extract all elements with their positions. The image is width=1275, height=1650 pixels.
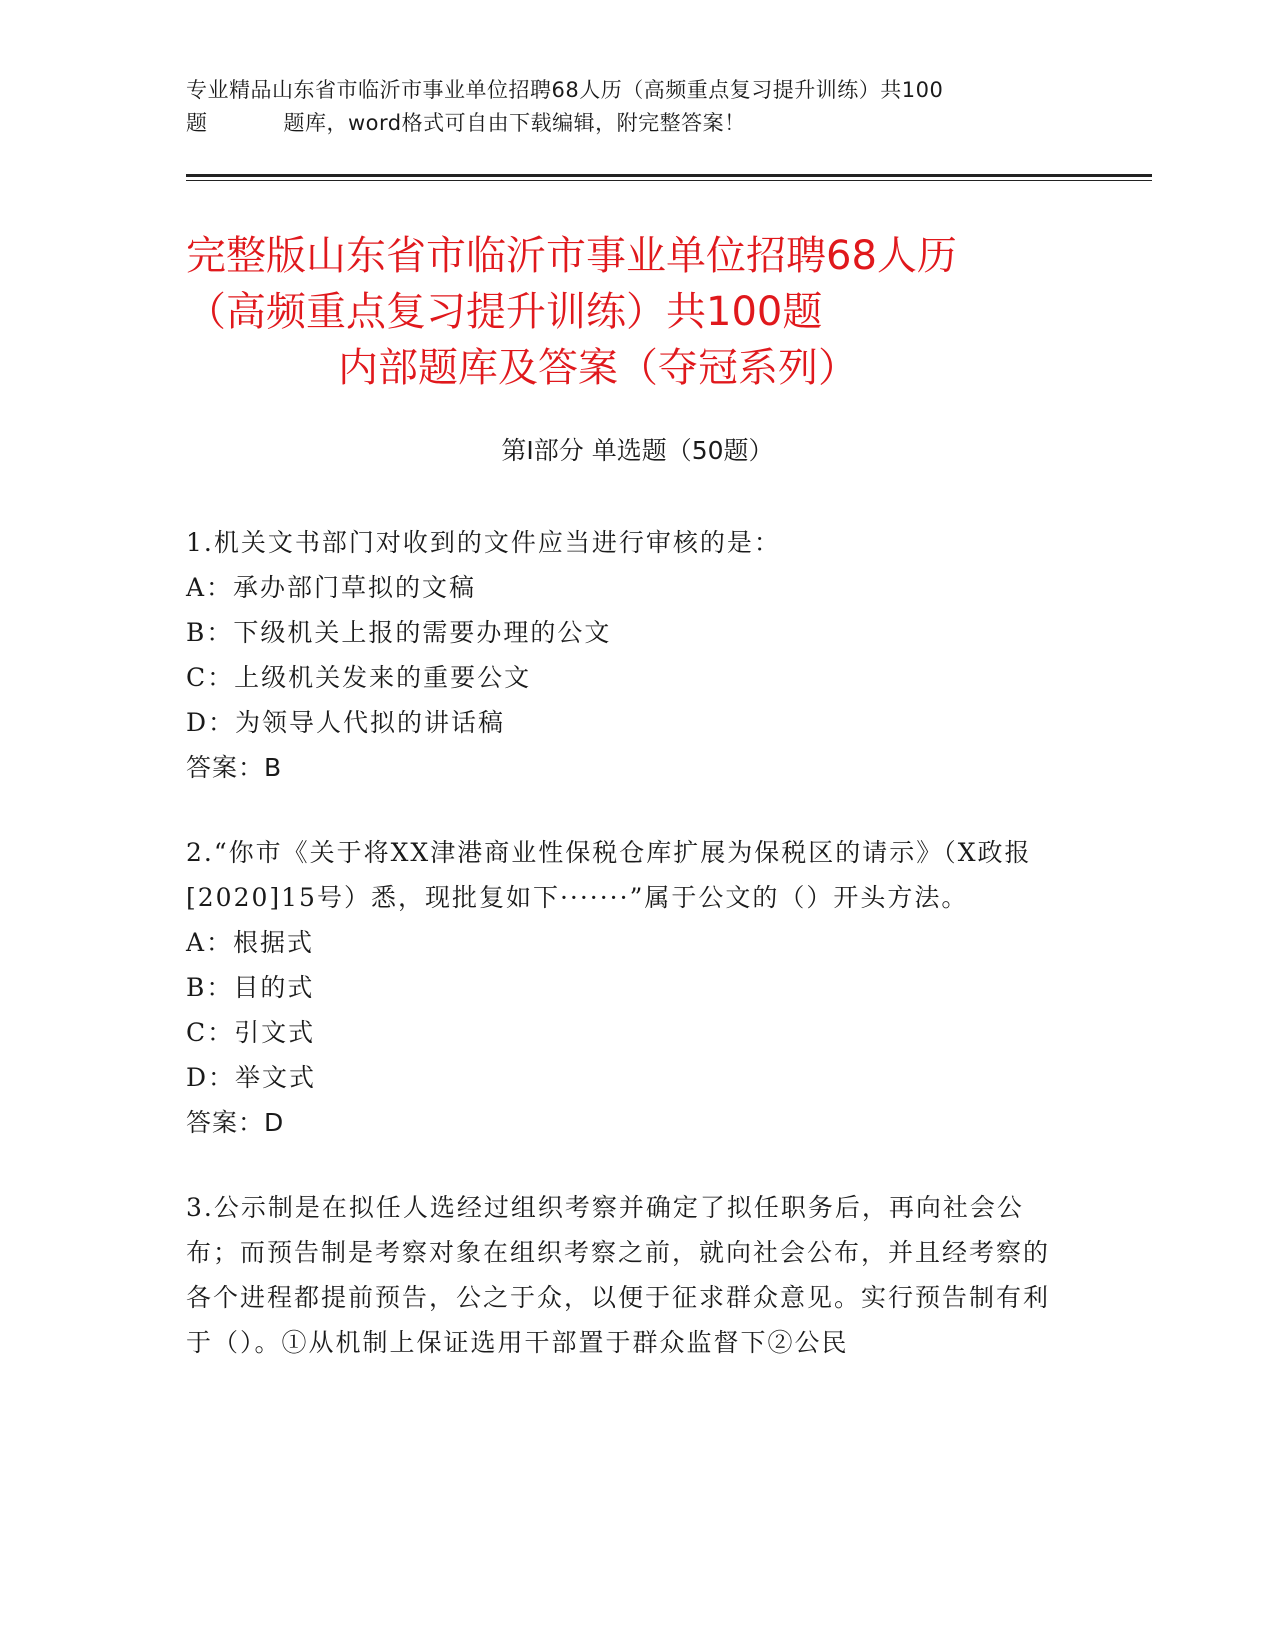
answer: 答案：B [186, 753, 283, 782]
option-a: A：根据式 [186, 928, 315, 957]
question-1 [186, 520, 1066, 790]
question-text: 1.机关文书部门对收到的文件应当进行审核的是： [186, 528, 781, 557]
title-line-2: （高频重点复习提升训练）共100题 [186, 289, 823, 335]
option-c: C：上级机关发来的重要公文 [186, 663, 532, 692]
question-2 [186, 830, 1066, 1145]
header-divider-thin [186, 180, 1152, 181]
page-header [186, 74, 1066, 140]
header-line-2-start: 题 [186, 111, 208, 135]
title-line-1: 完整版山东省市临沂市事业单位招聘68人历 [186, 233, 957, 279]
title-line-3: 内部题库及答案（夺冠系列） [338, 345, 858, 391]
option-b: B：下级机关上报的需要办理的公文 [186, 618, 612, 647]
question-3 [186, 1185, 1066, 1365]
question-text: 3.公示制是在拟任人选经过组织考察并确定了拟任职务后，再向社会公布；而预告制是考察对象在组织考察之前，就向社会公布，并且经考察的各个进程都提前预告，公之于众，以便于征求群众意见。实行预告制有利于（）。①从机制上保证选用干部置于群众监督下②公民 [186, 1193, 1051, 1357]
header-line-2 [186, 107, 1066, 140]
document-title [186, 228, 1152, 396]
answer: 答案：D [186, 1108, 285, 1137]
option-d: D：为领导人代拟的讲话稿 [186, 708, 506, 737]
section-heading: 第Ⅰ部分 单选题（50题） [501, 436, 774, 465]
header-line-1: 专业精品山东省市临沂市事业单位招聘68人历（高频重点复习提升训练）共100 [186, 78, 944, 102]
option-d: D：举文式 [186, 1063, 317, 1092]
option-a: A：承办部门草拟的文稿 [186, 573, 477, 602]
header-divider-thick [186, 174, 1152, 177]
option-c: C：引文式 [186, 1018, 316, 1047]
question-text: 2.“你市《关于将XX津港商业性保税仓库扩展为保税区的请示》（X政报[2020]15号）悉，现批复如下·······”属于公文的（）开头方法。 [186, 838, 1032, 912]
question-list [186, 520, 1066, 1405]
option-b: B：目的式 [186, 973, 315, 1002]
header-line-2-rest: 题库，word格式可自由下载编辑，附完整答案！ [283, 111, 746, 135]
